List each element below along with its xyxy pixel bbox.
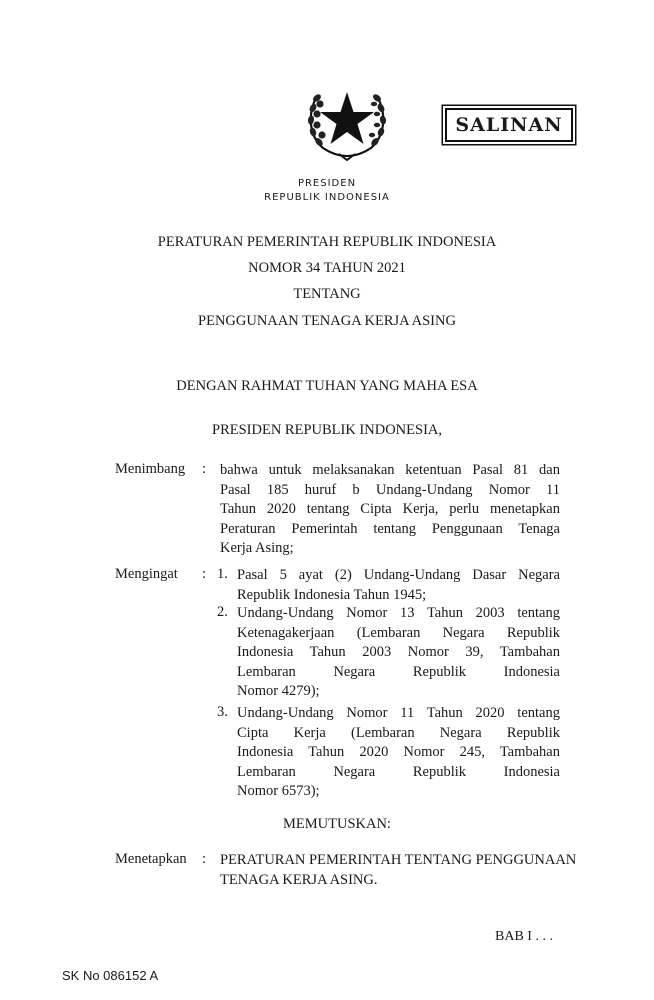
mengingat-item-number: 1. bbox=[217, 566, 228, 582]
memutuskan-heading: MEMUTUSKAN: bbox=[283, 816, 391, 832]
tentang-label: TENTANG bbox=[293, 286, 361, 302]
menetapkan-label: Menetapkan bbox=[115, 851, 187, 867]
regulation-subject: PENGGUNAAN TENAGA KERJA ASING bbox=[198, 313, 456, 329]
rahmat-line: DENGAN RAHMAT TUHAN YANG MAHA ESA bbox=[176, 378, 478, 394]
regulation-title: PERATURAN PEMERINTAH REPUBLIK INDONESIA bbox=[157, 234, 497, 250]
salinan-stamp: SALINAN bbox=[445, 108, 573, 142]
mengingat-colon: : bbox=[202, 566, 207, 582]
menimbang-colon: : bbox=[202, 461, 207, 477]
menimbang-label: Menimbang bbox=[115, 461, 186, 477]
mengingat-item: Undang-Undang Nomor 11 Tahun 2020 tentang Cipta Kerja (Lembaran Negara Republik Indonesia Tahun 2020 Nomor 245, Tambahan Lembaran Negara Republik Indonesia Nomor 6573); bbox=[237, 705, 560, 800]
mengingat-item: Pasal 5 ayat (2) Undang-Undang Dasar Negara Republik Indonesia Tahun 1945; bbox=[237, 567, 560, 603]
presiden-heading: PRESIDEN REPUBLIK INDONESIA, bbox=[212, 422, 442, 438]
menimbang-text: bahwa untuk melaksanakan ketentuan Pasal 81 dan Pasal 185 huruf b Undang-Undang Nomor 11 Tahun 2020 tentang Cipta Kerja, perlu menetapkan Peraturan Pemerintah tentang Penggunaan Tenaga Kerja Asing; bbox=[220, 462, 560, 557]
menetapkan-colon: : bbox=[202, 851, 207, 867]
continuation-marker: BAB I . . . bbox=[495, 929, 553, 944]
mengingat-item: Undang-Undang Nomor 13 Tahun 2003 tentang Ketenagakerjaan (Lembaran Negara Republik Indonesia Tahun 2003 Nomor 39, Tambahan Lembaran Negara Republik Indonesia Nomor 4279); bbox=[237, 605, 560, 700]
mengingat-item-number: 2. bbox=[217, 604, 228, 620]
republik-indonesia-label: REPUBLIK INDONESIA bbox=[264, 192, 390, 203]
presiden-label: PRESIDEN bbox=[297, 178, 357, 189]
mengingat-item-number: 3. bbox=[217, 704, 228, 720]
presidential-emblem-icon bbox=[303, 78, 391, 166]
regulation-number: NOMOR 34 TAHUN 2021 bbox=[248, 260, 406, 276]
mengingat-label: Mengingat bbox=[115, 566, 178, 582]
menetapkan-text: PERATURAN PEMERINTAH TENTANG PENGGUNAAN TENAGA KERJA ASING. bbox=[220, 852, 577, 888]
serial-number: SK No 086152 A bbox=[62, 968, 159, 983]
